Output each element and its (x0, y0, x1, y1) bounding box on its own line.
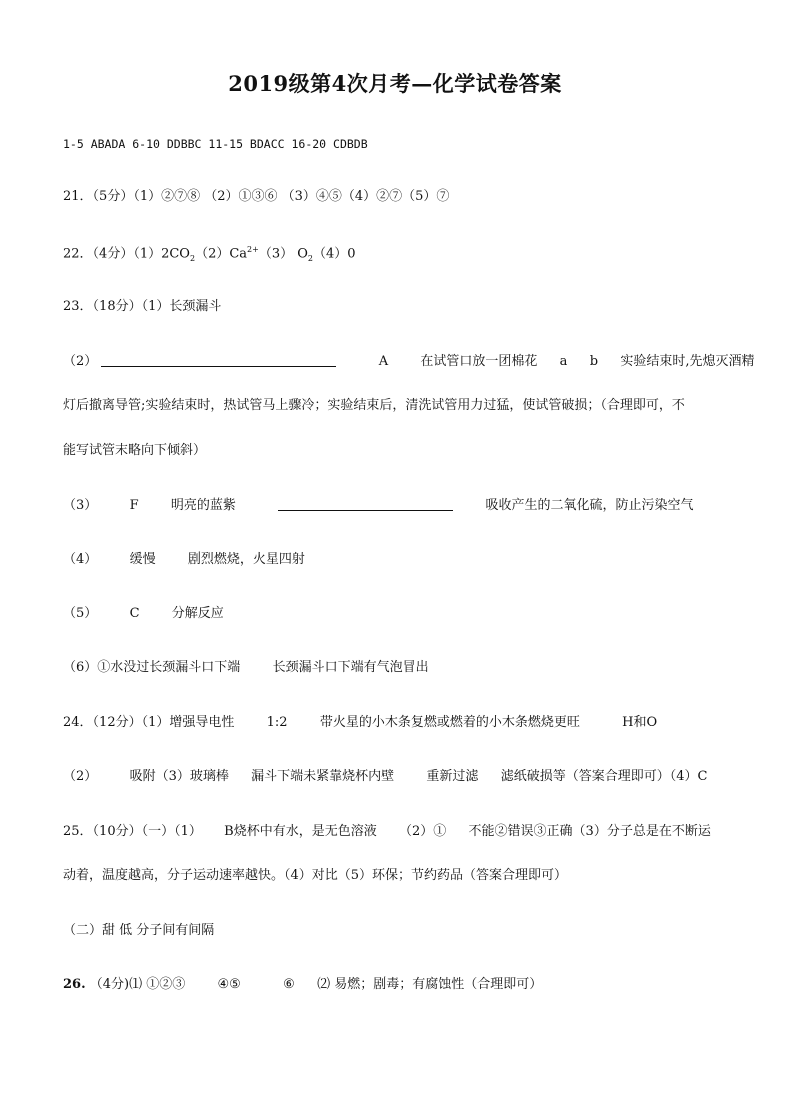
q21-answer: 21．（5分）（1）②⑦⑧ （2）①③⑥ （3）④⑤（4）②⑦（5）⑦ (63, 189, 450, 204)
q24-splint: 带火星的小木条复燃或燃着的小木条燃烧更旺 (319, 715, 580, 730)
q24-elements: H和O (622, 715, 658, 730)
q24-funnel: 漏斗下端未紧靠烧杯内壁 (251, 769, 395, 784)
q22-answer (63, 246, 356, 263)
q23-a: a (559, 354, 568, 369)
q26-part2: ④⑤ (217, 977, 241, 992)
q23-line8 (63, 661, 429, 674)
q23-b: b (589, 354, 599, 369)
answer-blank (278, 498, 453, 511)
q25-line1 (63, 825, 711, 838)
q25-part3: 不能②错误③正确（3）分子总是在不断运 (468, 824, 711, 839)
q22-part3: （3） O (258, 246, 308, 262)
q23-combustion: 剧烈燃烧，火星四射 (187, 552, 305, 567)
q22-part4: （4）0 (312, 246, 356, 262)
q24-filter-paper: 滤纸破损等（答案合理即可）（4）C (500, 769, 708, 784)
multiple-choice-answers: 1-5 ABADA 6-10 DDBBC 11-15 BDACC 16-20 CDBDB (63, 137, 368, 151)
q24-line1 (63, 716, 657, 729)
q24-adsorb: 吸附（3）玻璃棒 (129, 769, 229, 784)
q23-absorb: 吸收产生的二氧化硫，防止污染空气 (485, 498, 694, 513)
q23-line6 (63, 553, 305, 566)
q23-blue-violet: 明亮的蓝紫 (170, 498, 236, 513)
q23-line1: 23．（18分）（1）长颈漏斗 (63, 299, 222, 314)
q24-refilter: 重新过滤 (426, 769, 479, 784)
q23-part5-label: （5） (63, 606, 98, 621)
q25-part1: 25．（10分）（一）（1） (63, 824, 202, 839)
q23-extinguish: 实验结束时,先熄灭酒精 (620, 354, 755, 369)
q23-part6: （6）①水没过长颈漏斗口下端 (63, 660, 241, 675)
q22-part2: （2）Ca (195, 246, 248, 262)
answer-blank (101, 354, 336, 367)
q25-line2: 动着，温度越高，分子运动速率越快。（4）对比（5）环保；节约药品（答案合理即可） (63, 868, 568, 883)
q23-part4-label: （4） (63, 552, 98, 567)
q24-ratio: 1:2 (266, 715, 288, 730)
q23-part3-label: （3） (63, 498, 98, 513)
q23-f: F (129, 498, 139, 513)
q25-beaker: B烧杯中有水，是无色溶液 (224, 824, 377, 839)
q23-slow: 缓慢 (129, 552, 156, 567)
q26-number: 26. (63, 977, 86, 992)
q22-sup: 2+ (247, 245, 259, 254)
q23-line5 (63, 498, 693, 512)
q23-line3: 灯后撤离导管;实验结束时，热试管马上骤冷；实验结束后，清洗试管用力过猛，使试管破损；（合理即可，不 (63, 398, 685, 413)
q23-line2 (63, 354, 754, 368)
q22-sub-b: 2 (307, 253, 313, 263)
q24-line2 (63, 770, 707, 783)
q26-part1: （4分)⑴ ①②③ (89, 977, 186, 992)
q23-choice-a: A (378, 354, 389, 369)
q26-line (63, 978, 542, 991)
page-title: 2019级第4次月考—化学试卷答案 (228, 71, 562, 96)
q24-part1: 24．（12分）（1）增强导电性 (63, 715, 235, 730)
q26-part3: ⑥ (283, 977, 295, 992)
q23-line7 (63, 607, 224, 620)
q23-part2-label: （2） (63, 354, 98, 369)
q23-bubbles: 长颈漏斗口下端有气泡冒出 (272, 660, 429, 675)
q25-line3: （二）甜 低 分子间有间隔 (63, 923, 215, 938)
q22-part1: 22．（4分）（1）2CO (63, 246, 190, 262)
q26-part4: ⑵ 易燃；剧毒；有腐蚀性（合理即可） (317, 977, 543, 992)
q23-c: C (129, 606, 140, 621)
q23-line4: 能写试管末略向下倾斜） (63, 443, 207, 458)
q24-part2-label: （2） (63, 769, 98, 784)
q22-sub: 2 (189, 253, 196, 263)
q25-part2: （2）① (398, 824, 447, 839)
q23-decomposition: 分解反应 (171, 606, 224, 621)
q23-cotton: 在试管口放一团棉花 (420, 354, 538, 369)
